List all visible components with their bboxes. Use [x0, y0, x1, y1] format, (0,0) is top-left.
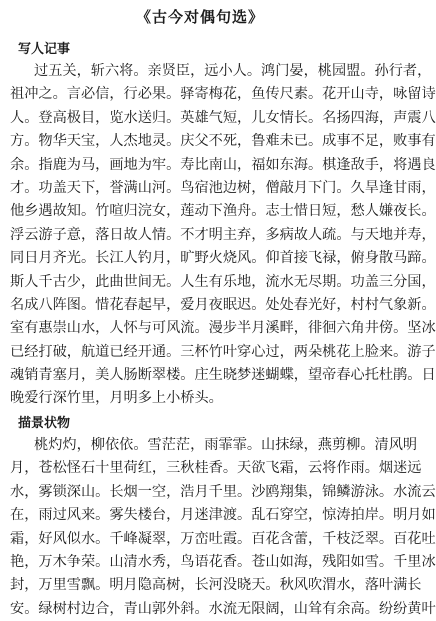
text-line: 过五关，斩六将。亲贤臣，远小人。鸿门晏，桃园盟。孙行者，	[34, 63, 432, 79]
section-heading-scenery: 描景状物	[18, 416, 71, 431]
text-line: 桃灼灼，柳依依。雪茫茫，雨霏霏。山抹绿，燕剪柳。清风明	[34, 437, 418, 453]
text-line: 祖冲之。言必信，行必果。驿寄梅花，鱼传尺素。花开山寺，咏留诗	[10, 86, 436, 103]
text-line: 封，万里雪飘。明月隐高树，长河没晓天。秋风吹渭水，落叶满长	[10, 577, 422, 594]
text-line: 安。绿树村边合，青山郭外斜。水流无限阔，山耸有余高。纷纷黄叶	[10, 600, 436, 617]
text-line: 霜，好风似水。千峰凝翠，万峦吐霞。百花含蕾，千枝泛翠。百花吐	[10, 530, 436, 547]
document-title: 《古今对偶句选》	[135, 8, 264, 26]
text-line: 他乡遇故知。竹喧归浣女，莲动下渔舟。志士惜日短，愁人嫌夜长。	[10, 203, 436, 220]
text-line: 才。功盖天下，誉满山河。鸟宿池边树，僧敲月下门。久旱逢甘雨，	[10, 179, 436, 196]
section-body-scenery	[10, 434, 436, 621]
text-line: 浮云游子意，落日故人情。不才明主弃，多病故人疏。与天地并寿，	[10, 226, 436, 243]
text-line: 同日月齐光。长江人钓月，旷野火烧风。仰首接飞禄，俯身散马蹄。	[10, 250, 436, 267]
text-line: 余。指鹿为马，画地为牢。寿比南山，福如东海。棋逢敌手，将遇良	[10, 156, 436, 173]
text-line: 晚爱行深竹里，月明多上小桥头。	[10, 390, 223, 407]
text-line: 斯人千古少，此曲世间无。人生有乐地，流水无尽期。功盖三分国，	[10, 273, 436, 290]
text-line: 艳，万木争荣。山清水秀，鸟语花香。苍山如海，残阳如雪。千里冰	[10, 553, 436, 570]
text-line: 室有惠崇山水，人怀与可风流。漫步半月溪畔，徘徊六角井傍。坚冰	[10, 320, 436, 337]
text-line: 在，雨过风来。雾失楼台，月迷津渡。乱石穿空，惊涛拍岸。明月如	[10, 507, 436, 524]
text-line: 人。登高极目，览水送归。英雄气短，儿女情长。名扬四海，声震八	[10, 109, 436, 126]
text-line: 魂销青塞月，美人肠断翠楼。庄生晓梦迷蝴蝶，望帝春心托杜鹃。日	[10, 367, 436, 384]
text-line: 月，苍松怪石十里荷红，三秋桂香。天欲飞霜，云将作雨。烟迷远	[10, 460, 422, 477]
section-body-people-events	[10, 60, 436, 411]
text-line: 名成八阵图。惜花春起早，爱月夜眠迟。处处春光好，村村气象新。	[10, 296, 436, 313]
text-line: 已经打破，航道已经开通。三杯竹叶穿心过，两朵桃花上脸来。游子	[10, 343, 436, 360]
section-heading-people-events: 写人记事	[18, 42, 71, 57]
text-line: 方。物华天宝，人杰地灵。庆父不死，鲁难未已。成事不足，败事有	[10, 133, 436, 150]
text-line: 水，雾锁深山。长烟一空，浩月千里。沙鸥翔集，锦鳞游泳。水流云	[10, 483, 436, 500]
